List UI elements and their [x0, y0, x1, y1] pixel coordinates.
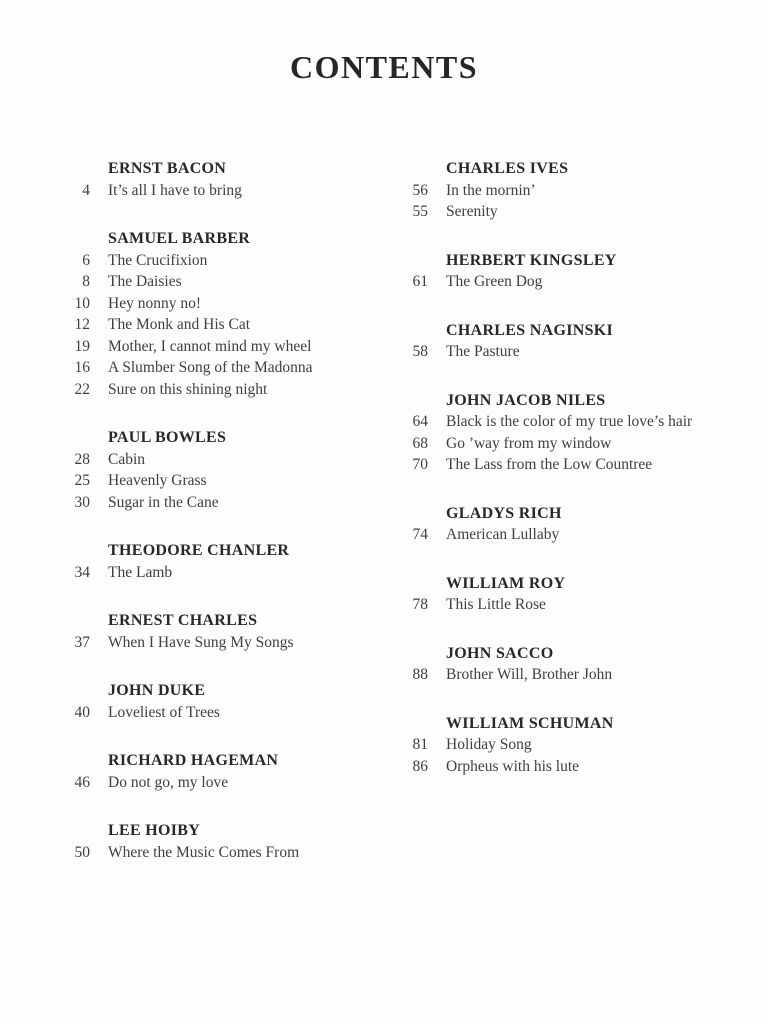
- page-number-spacer: [60, 427, 90, 449]
- composer-name: THEODORE CHANLER: [108, 542, 290, 559]
- page-number-spacer: [398, 503, 428, 525]
- song-page-number: 50: [74, 843, 90, 861]
- song-page-number: 22: [74, 380, 90, 398]
- page-number-spacer: [398, 573, 428, 595]
- composer-section: [60, 158, 396, 201]
- composer-section: [398, 643, 754, 686]
- page-number-spacer: [398, 158, 428, 180]
- composer-section: [60, 680, 396, 723]
- song-title: Holiday Song: [446, 736, 532, 753]
- song-page-number: 64: [412, 413, 428, 430]
- composer-section: [398, 573, 754, 616]
- toc-column-left: [60, 158, 396, 890]
- song-page-number: 40: [74, 703, 90, 721]
- song-row: [60, 180, 396, 202]
- song-page-number: 78: [412, 596, 428, 613]
- composer-name: JOHN JACOB NILES: [446, 391, 606, 409]
- page-number-spacer: [60, 228, 90, 250]
- song-row: [398, 454, 754, 476]
- composer-row: [398, 503, 754, 525]
- composer-section: [398, 320, 754, 363]
- song-title: The Pasture: [446, 343, 520, 360]
- song-row: [398, 271, 754, 293]
- song-title: In the mornin’: [446, 181, 536, 199]
- composer-row: [60, 610, 396, 632]
- song-page-number: 56: [412, 181, 428, 199]
- composer-row: [398, 643, 754, 665]
- song-title: It’s all I have to bring: [108, 181, 242, 199]
- song-title: Do not go, my love: [108, 773, 229, 791]
- composer-name: PAUL BOWLES: [108, 429, 227, 446]
- composer-row: [60, 540, 396, 562]
- page-number-spacer: [60, 158, 90, 180]
- page-number-spacer: [60, 540, 90, 562]
- song-row: [60, 470, 396, 492]
- page-number-spacer: [60, 610, 90, 632]
- song-title: The Monk and His Cat: [108, 316, 251, 333]
- song-row: [60, 314, 396, 336]
- song-page-number: 68: [412, 434, 428, 452]
- composer-name: ERNST BACON: [108, 160, 227, 177]
- composer-row: [398, 573, 754, 595]
- composer-section: [60, 610, 396, 653]
- song-row: [60, 632, 396, 654]
- page-number-spacer: [60, 820, 90, 842]
- composer-name: CHARLES IVES: [446, 160, 569, 177]
- song-row: [60, 492, 396, 514]
- song-page-number: 30: [74, 493, 90, 511]
- composer-name: SAMUEL BARBER: [108, 230, 251, 247]
- song-row: [60, 449, 396, 471]
- song-page-number: 12: [74, 316, 90, 333]
- song-row: [398, 756, 754, 778]
- song-row: [398, 411, 754, 433]
- song-page-number: 86: [412, 757, 428, 775]
- composer-row: [398, 390, 754, 412]
- song-title: Cabin: [108, 450, 146, 468]
- composer-name: LEE HOIBY: [108, 822, 201, 839]
- composer-row: [60, 820, 396, 842]
- song-title: American Lullaby: [446, 526, 560, 543]
- song-title: The Lamb: [108, 563, 173, 581]
- page-number-spacer: [398, 713, 428, 735]
- song-page-number: 37: [74, 633, 90, 651]
- song-page-number: 58: [412, 343, 428, 360]
- song-title: Black is the color of my true love’s hair: [446, 413, 693, 430]
- song-title: Heavenly Grass: [108, 472, 207, 489]
- song-title: When I Have Sung My Songs: [108, 633, 294, 651]
- song-title: Sugar in the Cane: [108, 493, 219, 511]
- song-row: [398, 664, 754, 686]
- song-row: [398, 594, 754, 616]
- song-title: Go ’way from my window: [446, 434, 612, 452]
- song-title: This Little Rose: [446, 596, 546, 613]
- song-page-number: 74: [412, 526, 428, 543]
- song-row: [398, 433, 754, 455]
- song-row: [398, 180, 754, 202]
- song-page-number: 4: [82, 181, 90, 199]
- song-page-number: 88: [412, 666, 428, 683]
- composer-section: [60, 540, 396, 583]
- composer-row: [398, 713, 754, 735]
- song-row: [60, 250, 396, 272]
- composer-row: [60, 228, 396, 250]
- composer-row: [398, 250, 754, 272]
- composer-name: CHARLES NAGINSKI: [446, 321, 614, 339]
- composer-row: [398, 320, 754, 342]
- song-page-number: 61: [412, 273, 428, 290]
- song-row: [60, 271, 396, 293]
- page-number-spacer: [398, 390, 428, 412]
- song-title: Loveliest of Trees: [108, 703, 220, 721]
- page-number-spacer: [60, 680, 90, 702]
- song-page-number: 28: [74, 450, 90, 468]
- song-row: [398, 524, 754, 546]
- composer-row: [398, 158, 754, 180]
- page-number-spacer: [398, 320, 428, 342]
- song-page-number: 16: [74, 359, 90, 376]
- song-row: [398, 201, 754, 223]
- song-title: Sure on this shining night: [108, 380, 268, 398]
- song-title: Orpheus with his lute: [446, 757, 580, 775]
- song-row: [60, 293, 396, 315]
- composer-name: HERBERT KINGSLEY: [446, 251, 617, 269]
- song-row: [398, 341, 754, 363]
- song-page-number: 8: [82, 273, 90, 290]
- song-page-number: 10: [74, 294, 90, 312]
- composer-name: WILLIAM ROY: [446, 574, 566, 592]
- page-number-spacer: [60, 750, 90, 772]
- composer-name: GLADYS RICH: [446, 504, 562, 522]
- composer-row: [60, 680, 396, 702]
- composer-section: [60, 820, 396, 863]
- song-page-number: 46: [74, 773, 90, 791]
- song-row: [60, 702, 396, 724]
- page-title: CONTENTS: [289, 49, 479, 85]
- song-page-number: 81: [412, 736, 428, 753]
- composer-section: [60, 427, 396, 513]
- toc-column-right: [398, 158, 754, 804]
- song-title: Serenity: [446, 203, 498, 220]
- composer-section: [60, 228, 396, 400]
- composer-name: JOHN DUKE: [108, 682, 206, 699]
- song-row: [60, 772, 396, 794]
- page-number-spacer: [398, 643, 428, 665]
- song-page-number: 70: [412, 456, 428, 473]
- song-row: [60, 842, 396, 864]
- song-row: [60, 357, 396, 379]
- song-title: Mother, I cannot mind my wheel: [108, 337, 312, 355]
- page-number-spacer: [398, 250, 428, 272]
- composer-section: [60, 750, 396, 793]
- song-title: Hey nonny no!: [108, 294, 201, 312]
- composer-name: ERNEST CHARLES: [108, 612, 258, 629]
- song-title: The Green Dog: [446, 273, 543, 290]
- song-page-number: 19: [74, 337, 90, 355]
- song-title: The Lass from the Low Countree: [446, 456, 653, 473]
- song-title: The Daisies: [108, 273, 182, 290]
- song-page-number: 6: [82, 251, 90, 269]
- composer-name: WILLIAM SCHUMAN: [446, 714, 614, 732]
- song-title: A Slumber Song of the Madonna: [108, 359, 313, 376]
- song-title: Brother Will, Brother John: [446, 666, 613, 683]
- song-row: [60, 379, 396, 401]
- song-page-number: 34: [74, 563, 90, 581]
- song-title: The Crucifixion: [108, 251, 208, 269]
- composer-row: [60, 158, 396, 180]
- song-row: [60, 562, 396, 584]
- song-page-number: 25: [74, 472, 90, 489]
- composer-name: JOHN SACCO: [446, 644, 554, 662]
- composer-section: [398, 158, 754, 223]
- song-title: Where the Music Comes From: [108, 843, 300, 861]
- composer-row: [60, 427, 396, 449]
- song-row: [60, 336, 396, 358]
- composer-section: [398, 503, 754, 546]
- song-row: [398, 734, 754, 756]
- composer-section: [398, 250, 754, 293]
- composer-row: [60, 750, 396, 772]
- composer-section: [398, 390, 754, 476]
- song-page-number: 55: [412, 203, 428, 220]
- composer-name: RICHARD HAGEMAN: [108, 752, 279, 769]
- composer-section: [398, 713, 754, 778]
